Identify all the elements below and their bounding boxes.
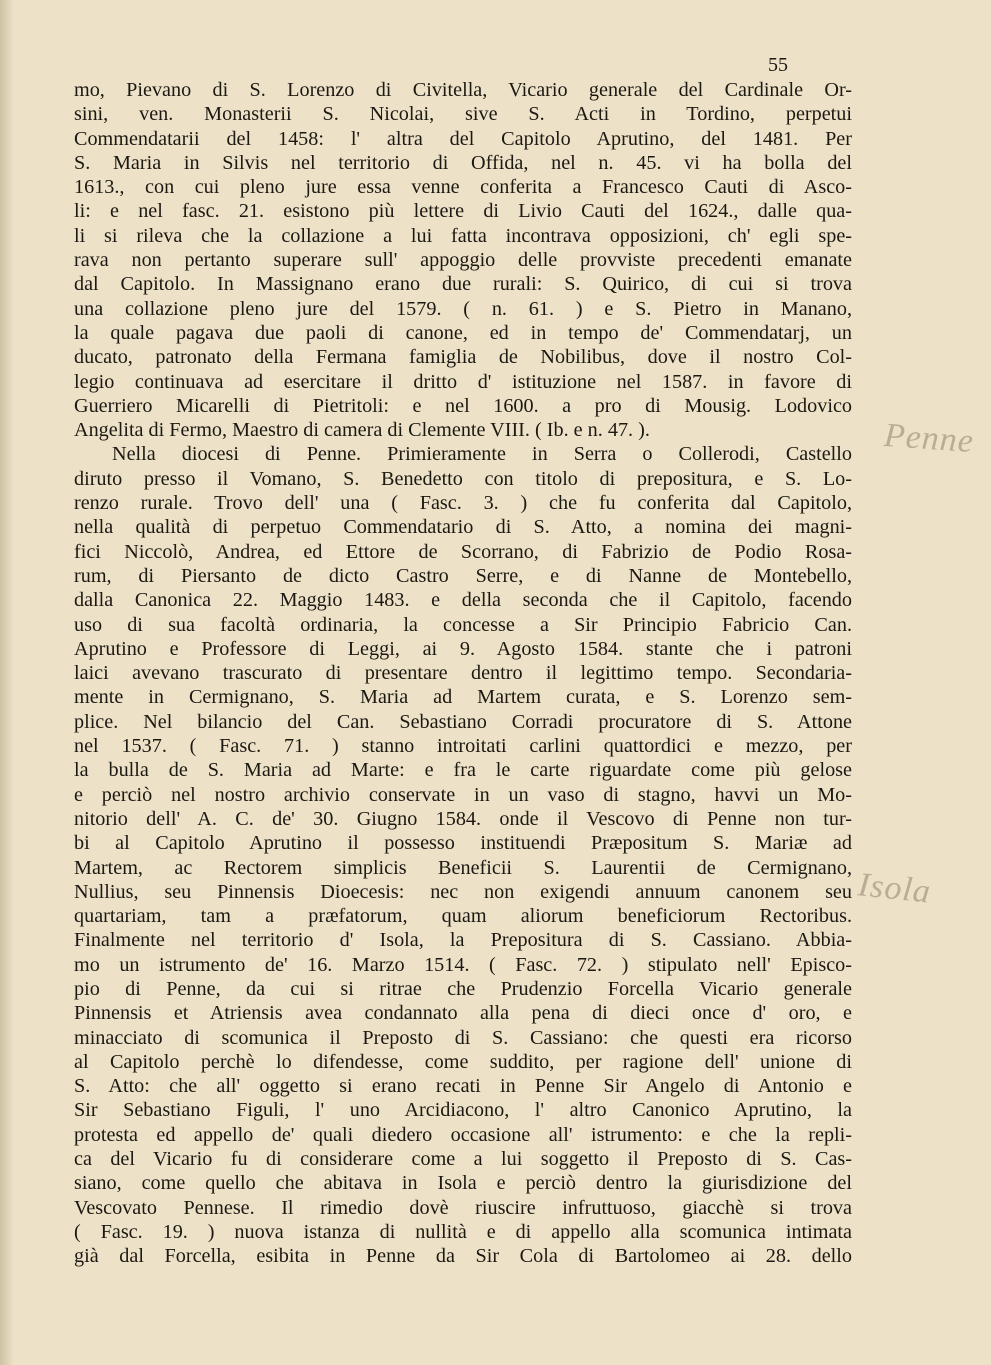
page-number: 55 <box>768 54 788 76</box>
text-line: ( Fasc. 19. ) nuova istanza di nullità e di appello alla scomunica intimata <box>74 1220 852 1243</box>
text-line: Nullius, seu Pinnensis Dioecesis: nec non exigendi annuum canonem seu <box>74 880 852 903</box>
text-line: sini, ven. Monasterii S. Nicolai, sive S. Acti in Tordino, perpetui <box>74 103 852 126</box>
text-line: una collazione pleno jure del 1579. ( n. 61. ) e S. Pietro in Manano, <box>74 297 852 320</box>
text-line: mo un istrumento de' 16. Marzo 1514. ( Fasc. 72. ) stipulato nell' Episco- <box>74 953 852 976</box>
body-text <box>74 78 852 1269</box>
text-line: S. Atto: che all' oggetto si erano recati in Penne Sir Angelo di Antonio e <box>74 1075 852 1098</box>
text-line: mo, Pievano di S. Lorenzo di Civitella, Vicario generale del Cardinale Or- <box>74 79 852 101</box>
text-line: renzo rurale. Trovo dell' una ( Fasc. 3. ) che fu conferita dal Capitolo, <box>74 492 852 515</box>
text-line: li si rileva che la collazione a lui fatta incontrava opposizioni, ch' egli spe- <box>74 224 852 247</box>
margin-note-penne: Penne <box>882 416 976 461</box>
text-line: Commendatarii del 1458: l' altra del Capitolo Aprutino, del 1481. Per <box>74 127 852 150</box>
text-line: Guerriero Micarelli di Pietritoli: e nel 1600. a pro di Mousig. Lodovico <box>74 394 852 417</box>
text-line: al Capitolo perchè lo difendesse, come suddito, per ragione dell' unione di <box>74 1050 852 1073</box>
text-line: nella qualità di perpetuo Commendatario di S. Atto, a nomina dei magni- <box>74 516 852 539</box>
text-line: Sir Sebastiano Figuli, l' uno Arcidiacono, l' altro Canonico Aprutino, la <box>74 1099 852 1122</box>
text-line: pio di Penne, da cui si ritrae che Prudenzio Forcella Vicario generale <box>74 977 852 1000</box>
text-line: ca del Vicario fu di considerare come a lui soggetto il Preposto di S. Cas- <box>74 1148 852 1171</box>
page-edge-shadow <box>0 0 14 1365</box>
text-line: Vescovato Pennese. Il rimedio dovè riuscire infruttuoso, giacchè si trova <box>74 1196 852 1219</box>
text-line: Martem, ac Rectorem simplicis Beneficii S. Laurentii de Cermignano, <box>74 856 852 879</box>
text-line: 1613., con cui pleno jure essa venne conferita a Francesco Cauti di Asco- <box>74 176 852 199</box>
text-line: minacciato di scomunica il Preposto di S. Cassiano: che questi era ricorso <box>74 1026 852 1049</box>
text-line: uso di sua facoltà ordinaria, la concesse a Sir Principio Fabricio Can. <box>74 613 852 636</box>
text-line: dal Capitolo. In Massignano erano due rurali: S. Quirico, di cui si trova <box>74 273 852 296</box>
text-line: nitorio dell' A. C. de' 30. Giugno 1584. onde il Vescovo di Penne non tur- <box>74 807 852 830</box>
text-line: la quale pagava due paoli di canone, ed in tempo de' Commendatarj, un <box>74 321 852 344</box>
text-line: protesta ed appello de' quali diedero occasione all' istrumento: e che la repli- <box>74 1123 852 1146</box>
text-line: quartariam, tam a præfatorum, quam aliorum beneficiorum Rectoribus. <box>74 905 852 928</box>
paragraph-start-line: Nella diocesi di Penne. Primieramente in Serra o Collerodi, Castello <box>112 443 852 466</box>
text-line: mente in Cermignano, S. Maria ad Martem curata, e S. Lorenzo sem- <box>74 686 852 709</box>
text-line: li: e nel fasc. 21. esistono più lettere di Livio Cauti del 1624., dalle qua- <box>74 200 852 223</box>
text-line: la bulla de S. Maria ad Marte: e fra le carte riguardate come più gelose <box>74 759 852 782</box>
text-line: e perciò nel nostro archivio conservate in un vaso di stagno, havvi un Mo- <box>74 783 852 806</box>
text-line: Aprutino e Professore di Leggi, ai 9. Agosto 1584. stante che i patroni <box>74 637 852 660</box>
text-line: rum, di Piersanto de dicto Castro Serre, e di Nanne de Montebello, <box>74 564 852 587</box>
text-line: nel 1537. ( Fasc. 71. ) stanno introitati carlini quattordici e mezzo, per <box>74 735 852 758</box>
text-line: bi al Capitolo Aprutino il possesso instituendi Præpositum S. Mariæ ad <box>74 832 852 855</box>
text-line: dalla Canonica 22. Maggio 1483. e della seconda che il Capitolo, facendo <box>74 589 852 612</box>
text-line: laici avevano trascurato di presentare dentro il legittimo tempo. Secondaria- <box>74 662 852 685</box>
text-line: ducato, patronato della Fermana famiglia de Nobilibus, dove il nostro Col- <box>74 346 852 369</box>
text-line: plice. Nel bilancio del Can. Sebastiano Corradi procuratore di S. Attone <box>74 710 852 733</box>
text-line: Pinnensis et Atriensis avea condannato alla pena di dieci once d' oro, e <box>74 1002 852 1025</box>
text-line: Finalmente nel territorio d' Isola, la Prepositura di S. Cassiano. Abbia- <box>74 929 852 952</box>
text-line: Angelita di Fermo, Maestro di camera di Clemente VIII. ( Ib. e n. 47. ). <box>74 419 650 442</box>
text-line: già dal Forcella, esibita in Penne da Sir Cola di Bartolomeo ai 28. dello <box>74 1245 852 1268</box>
text-line: S. Maria in Silvis nel territorio di Offida, nel n. 45. vi ha bolla del <box>74 151 852 174</box>
text-line: diruto presso il Vomano, S. Benedetto con titolo di prepositura, e S. Lo- <box>74 467 852 490</box>
text-line: fici Niccolò, Andrea, ed Ettore de Scorrano, di Fabrizio de Podio Rosa- <box>74 540 852 563</box>
text-line: rava non pertanto superare sull' appoggio delle provviste precedenti emanate <box>74 249 852 272</box>
text-line: siano, come quello che abitava in Isola e perciò dentro la giurisdizione del <box>74 1172 852 1195</box>
margin-note-isola: Isola <box>856 866 933 911</box>
text-line: legio continuava ad esercitare il dritto d' istituzione nel 1587. in favore di <box>74 370 852 393</box>
